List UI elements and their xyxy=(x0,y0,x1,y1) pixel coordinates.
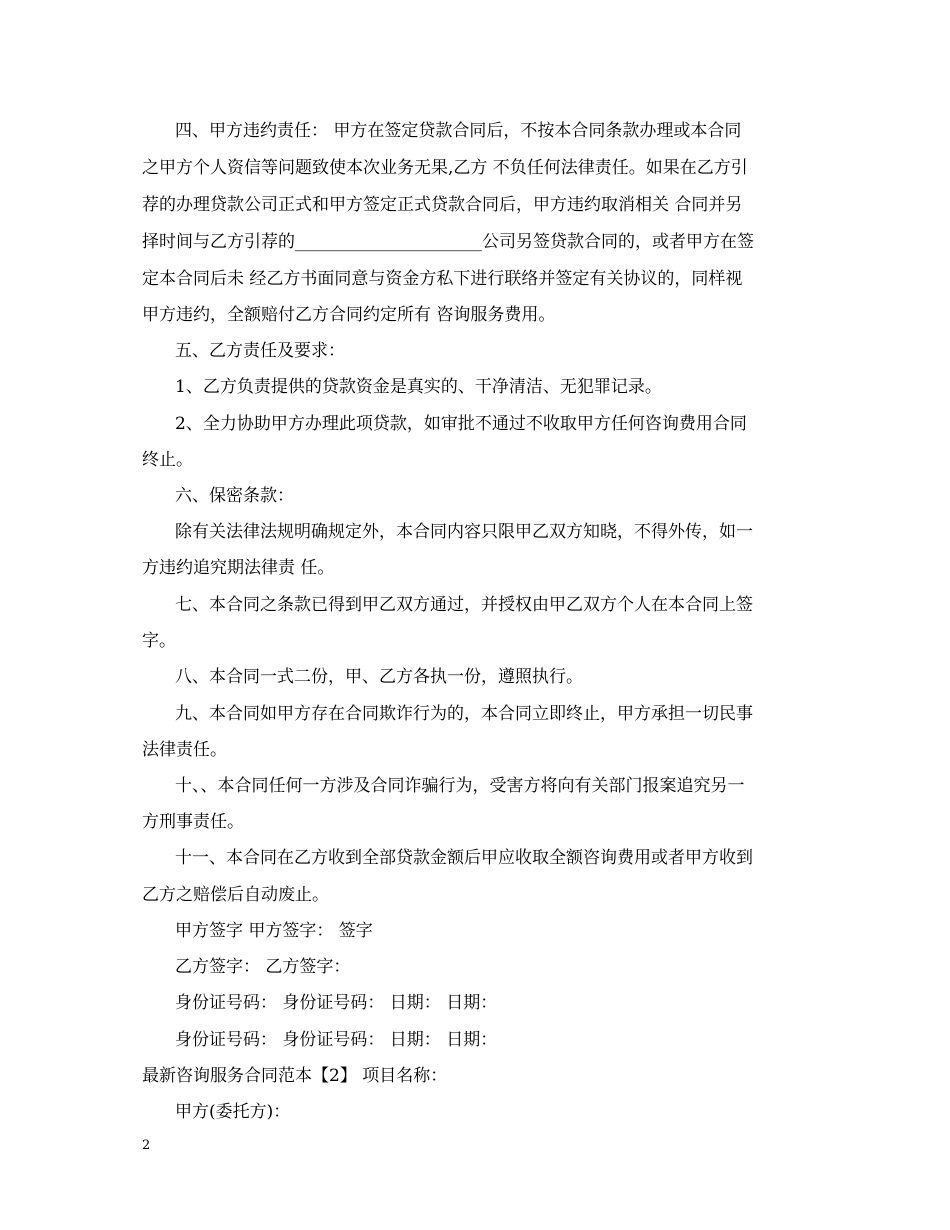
text-line: 之甲方个人资信等问题致使本次业务无果,乙方 不负任何法律责任。如果在乙方引 xyxy=(142,158,748,178)
text-line: 甲方违约，全额赔付乙方合同约定所有 咨询服务费用。 xyxy=(142,305,556,325)
text-line: 七、本合同之条款已得到甲乙双方通过，并授权由甲乙双方个人在本合同上签 xyxy=(175,595,753,615)
signature-line: 甲方签字 甲方签字： 签字 xyxy=(175,921,373,941)
id-date-line: 身份证号码： 身份证号码： 日期： 日期： xyxy=(175,993,498,1013)
signature-line: 乙方签字： 乙方签字： xyxy=(175,957,351,977)
text-line: 法律责任。 xyxy=(142,740,227,760)
client-party-line: 甲方(委托方)： xyxy=(175,1102,291,1122)
text-line: 除有关法律法规明确规定外，本合同内容只限甲乙双方知晓，不得外传，如一 xyxy=(175,522,753,542)
text-line: 方刑事责任。 xyxy=(142,812,244,832)
section-heading: 五、乙方责任及要求： xyxy=(175,341,345,361)
text-line: 十、、本合同任何一方涉及合同诈骗行为，受害方将向有关部门报案追究另一 xyxy=(175,776,745,796)
text-line: 字。 xyxy=(142,631,176,651)
text-line: 十一、本合同在乙方收到全部贷款金额后甲应收取全额咨询费用或者甲方收到 xyxy=(175,848,753,868)
page-number: 2 xyxy=(142,1138,151,1153)
text-line: 荐的办理贷款公司正式和甲方签定正式贷款合同后，甲方违约取消相关 合同并另 xyxy=(142,195,743,215)
text-line: 择时间与乙方引荐的______________________公司另签贷款合同的，或者甲方在签 xyxy=(142,232,754,252)
text-line: 八、本合同一式二份，甲、乙方各执一份，遵照执行。 xyxy=(175,667,583,687)
section-heading: 六、保密条款： xyxy=(175,486,294,506)
id-date-line: 身份证号码： 身份证号码： 日期： 日期： xyxy=(175,1030,498,1050)
text-line: 九、本合同如甲方存在合同欺诈行为的，本合同立即终止，甲方承担一切民事 xyxy=(175,704,753,724)
next-document-title: 最新咨询服务合同范本【2】 项目名称： xyxy=(142,1066,448,1086)
text-line: 终止。 xyxy=(142,450,193,470)
text-line: 乙方之赔偿后自动废止。 xyxy=(142,885,329,905)
text-line: 2、全力协助甲方办理此项贷款，如审批不通过不收取甲方任何咨询费用合同 xyxy=(175,414,747,434)
text-line: 方违约追究期法律责 任。 xyxy=(142,558,335,578)
text-line: 定本合同后未 经乙方书面同意与资金方私下进行联络并签定有关协议的，同样视 xyxy=(142,269,743,289)
text-line: 四、甲方违约责任： 甲方在签定贷款合同后，不按本合同条款办理或本合同 xyxy=(175,121,742,141)
text-line: 1、乙方负责提供的贷款资金是真实的、干净清洁、无犯罪记录。 xyxy=(175,377,662,397)
